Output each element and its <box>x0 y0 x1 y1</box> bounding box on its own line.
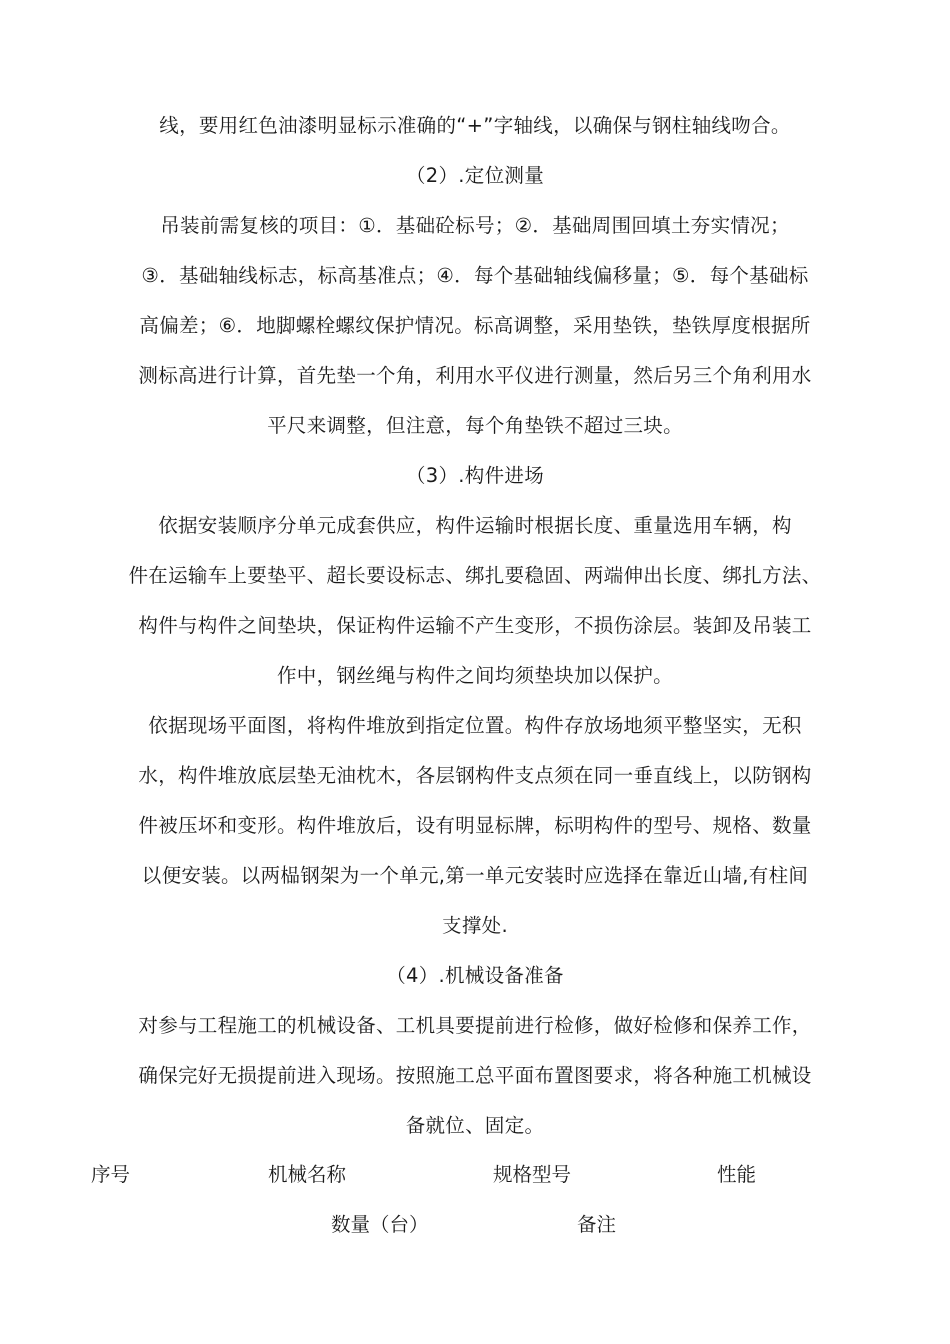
paragraph-line: 件在运输车上要垫平、超长要设标志、绑扎要稳固、两端伸出长度、绑扎方法、 <box>128 564 822 587</box>
paragraph-line: 依据现场平面图，将构件堆放到指定位置。构件存放场地须平整坚实，无积 <box>148 714 802 737</box>
section-heading: （4）.机械设备准备 <box>386 964 564 987</box>
paragraph-line: 构件与构件之间垫块，保证构件运输不产生变形，不损伤涂层。装卸及吊装工 <box>138 614 812 637</box>
header-cell-no: 序号 <box>91 1163 131 1186</box>
paragraph-line: 件被压坏和变形。构件堆放后，设有明显标牌，标明构件的型号、规格、数量 <box>138 814 812 837</box>
paragraph-line: 以便安装。以两榀钢架为一个单元,第一单元安装时应选择在靠近山墙,有柱间 <box>141 864 809 887</box>
paragraph-line: 吊装前需复核的项目：①．基础砼标号；②．基础周围回填土夯实情况； <box>160 214 790 237</box>
paragraph-line: 备就位、固定。 <box>405 1114 545 1137</box>
paragraph-line: 支撑处. <box>442 914 508 937</box>
header-cell-quantity: 数量（台） <box>331 1213 429 1236</box>
section-heading: （2）.定位测量 <box>405 164 544 187</box>
header-cell-spec: 规格型号 <box>493 1163 572 1186</box>
paragraph-line: 测标高进行计算，首先垫一个角，利用水平仪进行测量，然后另三个角利用水 <box>138 364 812 387</box>
paragraph-line: 作中，钢丝绳与构件之间均须垫块加以保护。 <box>276 664 673 687</box>
paragraph-line: 依据安装顺序分单元成套供应，构件运输时根据长度、重量选用车辆，构 <box>158 514 792 537</box>
section-heading: （3）.构件进场 <box>405 464 544 487</box>
header-cell-note: 备注 <box>577 1213 617 1236</box>
paragraph-line: 确保完好无损提前进入现场。按照施工总平面布置图要求，将各种施工机械设 <box>138 1064 812 1087</box>
paragraph-line: 对参与工程施工的机械设备、工机具要提前进行检修，做好检修和保养工作， <box>138 1014 812 1037</box>
header-cell-performance: 性能 <box>717 1163 757 1186</box>
header-cell-name: 机械名称 <box>268 1163 347 1186</box>
paragraph-line: 水，构件堆放底层垫无油枕木，各层钢构件支点须在同一垂直线上，以防钢构 <box>138 764 812 787</box>
paragraph-line: 线，要用红色油漆明显标示准确的“+”字轴线，以确保与钢柱轴线吻合。 <box>159 114 791 137</box>
paragraph-line: 高偏差；⑥．地脚螺栓螺纹保护情况。标高调整，采用垫铁，垫铁厚度根据所 <box>139 314 811 337</box>
paragraph-line: ③．基础轴线标志，标高基准点；④．每个基础轴线偏移量；⑤．每个基础标 <box>141 264 809 287</box>
paragraph-line: 平尺来调整，但注意，每个角垫铁不超过三块。 <box>267 414 683 437</box>
